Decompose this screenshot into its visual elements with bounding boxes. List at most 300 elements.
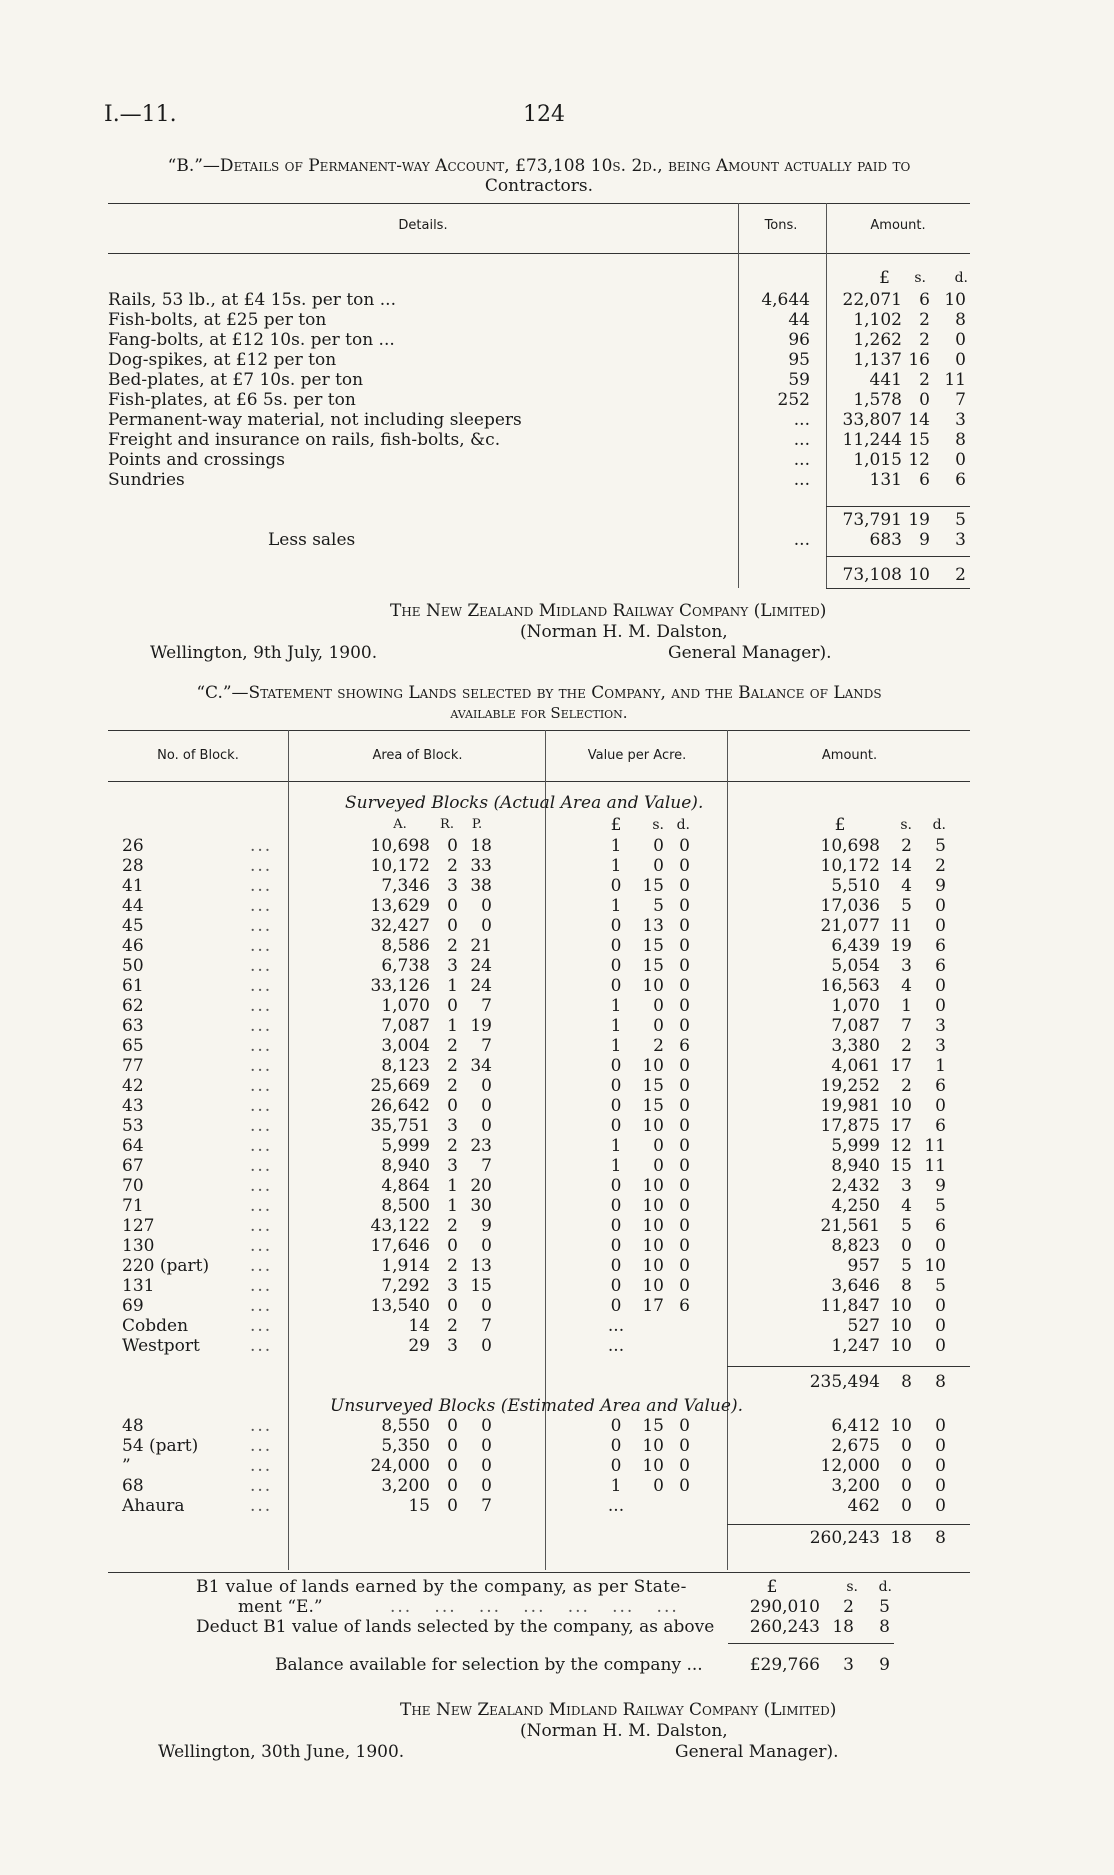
c-surveyed-row-acres: 35,751	[370, 1116, 430, 1136]
b-less-sales-pence: 3	[955, 530, 966, 550]
c-surveyed-row-roods: 1	[447, 1176, 458, 1196]
c-unsurveyed-row-pence: 0	[935, 1496, 946, 1516]
c-unsurveyed-row-block: 54 (part)	[122, 1436, 199, 1456]
summary-balance-shillings: 3	[843, 1655, 854, 1675]
c-surveyed-row-value-shillings: 10	[642, 1276, 664, 1296]
c-surveyed-row-perches: 21	[470, 936, 492, 956]
b-row-shillings: 2	[919, 310, 930, 330]
b-row-pounds: 11,244	[842, 430, 902, 450]
c-surveyed-row-block: 28	[122, 856, 144, 876]
c-surveyed-row-shillings: 10	[890, 1336, 912, 1356]
c-surveyed-row-value-pence: 0	[679, 1276, 690, 1296]
c-surveyed-row-pence: 11	[924, 1156, 946, 1176]
c-surveyed-row-shillings: 19	[890, 936, 912, 956]
c-surveyed-row-shillings: 0	[901, 1236, 912, 1256]
c-unsurveyed-row-roods: 0	[447, 1416, 458, 1436]
c-surveyed-row-pounds: 6,439	[831, 936, 880, 956]
c-surveyed-row-roods: 1	[447, 1016, 458, 1036]
c-unsurveyed-row-leader: ...	[250, 1476, 273, 1496]
c-surveyed-row-pounds: 4,061	[831, 1056, 880, 1076]
c-surveyed-row-value-shillings: 10	[642, 1236, 664, 1256]
c-unsurveyed-row-block: 68	[122, 1476, 144, 1496]
c-surveyed-row-pence: 0	[935, 1336, 946, 1356]
b-row-pounds: 1,015	[853, 450, 902, 470]
c-surveyed-row-perches: 0	[481, 1096, 492, 1116]
b-row-tons: 252	[777, 390, 810, 410]
c-unsurveyed-row-roods: 0	[447, 1496, 458, 1516]
b-row-pounds: 1,137	[853, 350, 902, 370]
c-surveyed-row-acres: 14	[408, 1316, 430, 1336]
c-surveyed-row-value-pounds: ...	[607, 1336, 625, 1356]
summary-earned-shillings: 2	[843, 1597, 854, 1617]
c-unsurveyed-heading: Unsurveyed Blocks (Estimated Area and Value).	[330, 1396, 743, 1416]
c-surveyed-row-value-shillings: 10	[642, 1256, 664, 1276]
c-surveyed-row-value-pounds: 1	[610, 896, 622, 916]
c-surveyed-row-pence: 10	[924, 1256, 946, 1276]
summary-unit-d: d.	[878, 1579, 892, 1595]
b-less-sales-label: Less sales	[268, 530, 356, 550]
c-unsurveyed-row-value-shillings: 10	[642, 1436, 664, 1456]
c-unsurveyed-row-block: ”	[122, 1456, 131, 1476]
c-unsurveyed-row-perches: 0	[481, 1416, 492, 1436]
c-unsurveyed-row-block: Ahaura	[122, 1496, 185, 1516]
c-surveyed-row-value-pence: 0	[679, 1016, 690, 1036]
c-surveyed-row-perches: 0	[481, 896, 492, 916]
c-surveyed-row-roods: 0	[447, 1096, 458, 1116]
c-surveyed-row-acres: 1,070	[381, 996, 430, 1016]
b-subtotal-rule	[826, 506, 970, 507]
b-row-pence: 0	[955, 350, 966, 370]
b-row-tons: ...	[793, 450, 810, 470]
summary-unit-l: £	[766, 1577, 778, 1597]
statement-c-title-line2: available for Selection.	[450, 704, 628, 722]
c-surveyed-total-rule	[727, 1366, 970, 1367]
b-row-pence: 11	[944, 370, 966, 390]
c-surveyed-row-leader: ...	[250, 1196, 273, 1216]
c-surveyed-row-acres: 8,940	[381, 1156, 430, 1176]
c-surveyed-row-value-pounds: 0	[610, 1256, 622, 1276]
c-surveyed-row-shillings: 17	[890, 1056, 912, 1076]
c-surveyed-row-block: Westport	[122, 1336, 200, 1356]
c-surveyed-row-value-pence: 0	[679, 896, 690, 916]
c-table-header-rule	[108, 781, 970, 782]
c-surveyed-row-leader: ...	[250, 1076, 273, 1096]
c-surveyed-row-roods: 1	[447, 1196, 458, 1216]
b-row-tons: 59	[788, 370, 810, 390]
c-surveyed-row-acres: 7,292	[381, 1276, 430, 1296]
c-unsurveyed-row-pence: 0	[935, 1476, 946, 1496]
c-surveyed-row-roods: 2	[447, 1076, 458, 1096]
c-surveyed-row-value-shillings: 10	[642, 1196, 664, 1216]
c-unsurveyed-row-value-pence	[668, 1496, 690, 1516]
c-unsurveyed-row-value-shillings: 15	[642, 1416, 664, 1436]
c-unsurveyed-row-leader: ...	[250, 1436, 273, 1456]
b-sign-name: (Norman H. M. Dalston,	[520, 622, 728, 642]
c-surveyed-row-block: 67	[122, 1156, 144, 1176]
c-surveyed-row-perches: 7	[481, 1316, 492, 1336]
b-row-shillings: 6	[919, 470, 930, 490]
c-surveyed-row-perches: 0	[481, 1296, 492, 1316]
c-surveyed-row-value-shillings: 10	[642, 1056, 664, 1076]
c-surveyed-row-value-pence: 0	[679, 876, 690, 896]
statement-b-title-line1: “B.”—Details of Permanent-way Account, £73,108 10s. 2d., being Amount actually paid to	[167, 156, 911, 176]
b-total-rule	[826, 556, 970, 557]
c-surveyed-row-acres: 1,914	[381, 1256, 430, 1276]
b-subtotal-shillings: 19	[908, 510, 930, 530]
b-row-tons: 96	[788, 330, 810, 350]
c-surveyed-row-block: 127	[122, 1216, 155, 1236]
c-surveyed-row-leader: ...	[250, 1236, 273, 1256]
c-surveyed-row-value-shillings: 0	[653, 996, 664, 1016]
summary-earned-pounds: 290,010	[749, 1597, 820, 1617]
b-row-shillings: 16	[908, 350, 930, 370]
c-surveyed-heading: Surveyed Blocks (Actual Area and Value).	[345, 793, 704, 813]
c-surveyed-row-acres: 43,122	[370, 1216, 430, 1236]
b-row-desc: Dog-spikes, at £12 per ton	[108, 350, 337, 370]
b-col-amount: Amount.	[870, 218, 926, 233]
c-unsurveyed-row-block: 48	[122, 1416, 144, 1436]
c-surveyed-row-value-pounds: 0	[610, 1116, 622, 1136]
c-surveyed-row-pence: 9	[935, 1176, 946, 1196]
c-unsurveyed-row-shillings: 10	[890, 1416, 912, 1436]
c-unsurveyed-row-acres: 15	[408, 1496, 430, 1516]
c-surveyed-row-leader: ...	[250, 1116, 273, 1136]
b-row-shillings: 0	[919, 390, 930, 410]
c-surveyed-row-pounds: 19,252	[820, 1076, 880, 1096]
c-surveyed-row-block: 41	[122, 876, 144, 896]
c-col-amount: Amount.	[821, 748, 878, 763]
c-surveyed-row-pounds: 3,646	[831, 1276, 880, 1296]
c-unsurveyed-row-value-shillings: 0	[653, 1476, 664, 1496]
c-unsurveyed-row-pounds: 6,412	[831, 1416, 880, 1436]
c-unsurveyed-row-roods: 0	[447, 1436, 458, 1456]
c-surveyed-row-pence: 3	[935, 1016, 946, 1036]
c-unsurveyed-row-perches: 0	[481, 1476, 492, 1496]
c-surveyed-row-pounds: 2,432	[831, 1176, 880, 1196]
statement-c-title	[104, 683, 974, 723]
c-surveyed-row-roods: 2	[447, 1056, 458, 1076]
c-surveyed-row-value-pence	[668, 1336, 690, 1356]
c-grand-total-rule	[727, 1524, 970, 1525]
b-row-shillings: 2	[919, 330, 930, 350]
c-surveyed-row-roods: 3	[447, 1336, 458, 1356]
b-row-pence: 6	[955, 470, 966, 490]
c-unsurveyed-row-pence: 0	[935, 1456, 946, 1476]
c-unsurveyed-row-acres: 3,200	[381, 1476, 430, 1496]
c-surveyed-row-value-pounds: 0	[610, 976, 622, 996]
c-surveyed-row-pounds: 7,087	[831, 1016, 880, 1036]
c-surveyed-row-pounds: 4,250	[831, 1196, 880, 1216]
c-unit-l: £	[834, 815, 846, 835]
c-surveyed-row-leader: ...	[250, 1216, 273, 1236]
b-row-shillings: 2	[919, 370, 930, 390]
c-surveyed-row-pounds: 10,172	[820, 856, 880, 876]
b-sign-company: The New Zealand Midland Railway Company (Limited)	[390, 601, 827, 621]
c-surveyed-row-block: 44	[122, 896, 144, 916]
c-surveyed-row-leader: ...	[250, 876, 273, 896]
c-surveyed-row-roods: 2	[447, 1136, 458, 1156]
c-unsurveyed-row-shillings: 0	[901, 1496, 912, 1516]
c-surveyed-row-acres: 13,540	[370, 1296, 430, 1316]
c-col-area: Area of Block.	[372, 748, 463, 763]
c-surveyed-row-block: 69	[122, 1296, 144, 1316]
c-surveyed-row-roods: 0	[447, 836, 458, 856]
summary-deduct-pounds: 260,243	[749, 1617, 820, 1637]
c-surveyed-row-perches: 9	[481, 1216, 492, 1236]
summary-earned-line1: B1 value of lands earned by the company, as per State-	[196, 1577, 687, 1597]
c-surveyed-row-value-pounds: 1	[610, 1136, 622, 1156]
c-surveyed-row-pounds: 5,999	[831, 1136, 880, 1156]
c-sign-company: The New Zealand Midland Railway Company (Limited)	[400, 1700, 837, 1720]
c-surveyed-row-value-shillings: 0	[653, 836, 664, 856]
c-unsurveyed-row-shillings: 0	[901, 1436, 912, 1456]
c-unsurveyed-row-leader: ...	[250, 1496, 273, 1516]
c-surveyed-row-roods: 3	[447, 876, 458, 896]
c-surveyed-row-pence: 11	[924, 1136, 946, 1156]
c-surveyed-row-value-pence	[668, 1316, 690, 1336]
summary-earned-pence: 5	[879, 1597, 890, 1617]
c-surveyed-row-acres: 17,646	[370, 1236, 430, 1256]
c-surveyed-row-value-shillings: 0	[653, 1016, 664, 1036]
c-surveyed-row-block: 130	[122, 1236, 155, 1256]
statement-c-title-line1: “C.”—Statement showing Lands selected by the Company, and the Balance of Lands	[196, 683, 882, 703]
c-surveyed-row-acres: 4,864	[381, 1176, 430, 1196]
c-surveyed-row-value-shillings: 15	[642, 1076, 664, 1096]
c-surveyed-row-roods: 3	[447, 1276, 458, 1296]
c-surveyed-row-pence: 0	[935, 916, 946, 936]
c-surveyed-row-value-pounds: 0	[610, 1076, 622, 1096]
c-surveyed-row-shillings: 2	[901, 836, 912, 856]
b-table-top-rule	[108, 203, 970, 204]
b-row-pounds: 131	[869, 470, 902, 490]
c-divider-2	[545, 730, 546, 1570]
c-surveyed-row-value-pence: 0	[679, 956, 690, 976]
b-row-desc: Fang-bolts, at £12 10s. per ton ...	[108, 330, 395, 350]
c-surveyed-row-roods: 2	[447, 856, 458, 876]
c-surveyed-row-value-pounds: 1	[610, 856, 622, 876]
c-surveyed-row-value-shillings: 10	[642, 1216, 664, 1236]
c-surveyed-row-pence: 0	[935, 1096, 946, 1116]
c-surveyed-row-value-pence: 0	[679, 1076, 690, 1096]
c-surveyed-row-pence: 6	[935, 1116, 946, 1136]
c-surveyed-row-value-pence: 0	[679, 1056, 690, 1076]
c-sign-place: Wellington, 30th June, 1900.	[158, 1742, 405, 1762]
c-surveyed-row-pounds: 11,847	[820, 1296, 880, 1316]
c-surveyed-row-value-pounds: 0	[610, 876, 622, 896]
b-subtotal-pence: 5	[955, 510, 966, 530]
c-unsurveyed-row-value-pence: 0	[679, 1416, 690, 1436]
c-surveyed-row-shillings: 8	[901, 1276, 912, 1296]
c-surveyed-row-value-shillings: 10	[642, 1116, 664, 1136]
c-surveyed-row-value-pence: 0	[679, 856, 690, 876]
c-surveyed-row-perches: 7	[481, 996, 492, 1016]
c-unsurveyed-row-perches: 0	[481, 1436, 492, 1456]
c-surveyed-row-pounds: 8,940	[831, 1156, 880, 1176]
c-surveyed-row-acres: 13,629	[370, 896, 430, 916]
c-surveyed-row-roods: 0	[447, 996, 458, 1016]
c-surveyed-row-acres: 10,172	[370, 856, 430, 876]
c-surveyed-row-perches: 15	[470, 1276, 492, 1296]
c-surveyed-row-value-pence: 0	[679, 1156, 690, 1176]
b-total-shillings: 10	[908, 565, 930, 585]
c-surveyed-row-value-pence: 0	[679, 1256, 690, 1276]
c-surveyed-row-value-pence: 0	[679, 976, 690, 996]
c-sign-role: General Manager).	[675, 1742, 839, 1762]
c-grand-total-shillings: 18	[890, 1528, 912, 1548]
c-surveyed-row-shillings: 10	[890, 1096, 912, 1116]
b-row-desc: Bed-plates, at £7 10s. per ton	[108, 370, 364, 390]
c-surveyed-row-pounds: 17,036	[820, 896, 880, 916]
c-surveyed-row-value-pounds: ...	[607, 1316, 625, 1336]
b-table-bottom-rule	[826, 588, 970, 589]
c-divider-3	[727, 730, 728, 1570]
summary-deduct-shillings: 18	[832, 1617, 854, 1637]
c-surveyed-row-leader: ...	[250, 1176, 273, 1196]
c-surveyed-row-roods: 2	[447, 1316, 458, 1336]
c-surveyed-row-leader: ...	[250, 896, 273, 916]
c-surveyed-row-pence: 3	[935, 1036, 946, 1056]
b-subtotal-pounds: 73,791	[842, 510, 902, 530]
b-row-desc: Permanent-way material, not including sleepers	[108, 410, 522, 430]
b-row-pence: 8	[955, 310, 966, 330]
c-surveyed-row-shillings: 5	[901, 896, 912, 916]
c-surveyed-row-block: 26	[122, 836, 144, 856]
b-row-pence: 8	[955, 430, 966, 450]
c-surveyed-row-perches: 0	[481, 1236, 492, 1256]
c-surveyed-row-leader: ...	[250, 1296, 273, 1316]
c-surveyed-row-leader: ...	[250, 976, 273, 996]
b-row-tons: ...	[793, 430, 810, 450]
b-row-pounds: 441	[869, 370, 902, 390]
c-unsurveyed-row-roods: 0	[447, 1456, 458, 1476]
summary-balance-rule	[728, 1643, 894, 1644]
c-unit-vd: d.	[676, 817, 690, 833]
c-surveyed-row-perches: 7	[481, 1036, 492, 1056]
c-surveyed-row-value-shillings: 2	[653, 1036, 664, 1056]
c-surveyed-row-block: 53	[122, 1116, 144, 1136]
c-surveyed-row-pounds: 17,875	[820, 1116, 880, 1136]
c-surveyed-row-value-pence: 0	[679, 1096, 690, 1116]
c-surveyed-row-value-pounds: 0	[610, 1096, 622, 1116]
c-unsurveyed-row-roods: 0	[447, 1476, 458, 1496]
b-sign-role: General Manager).	[668, 643, 832, 663]
c-surveyed-row-value-pounds: 0	[610, 1196, 622, 1216]
c-surveyed-row-value-shillings: 10	[642, 1176, 664, 1196]
b-total-pence: 2	[955, 565, 966, 585]
c-surveyed-row-roods: 2	[447, 936, 458, 956]
c-surveyed-row-acres: 10,698	[370, 836, 430, 856]
c-surveyed-row-value-pence: 6	[679, 1036, 690, 1056]
c-surveyed-total-pounds: 235,494	[809, 1372, 880, 1392]
c-surveyed-row-pence: 5	[935, 836, 946, 856]
statement-b-title	[104, 156, 974, 196]
c-surveyed-row-value-pounds: 0	[610, 1176, 622, 1196]
statement-b-title-line2: Contractors.	[484, 176, 594, 196]
c-surveyed-row-shillings: 15	[890, 1156, 912, 1176]
c-surveyed-row-acres: 29	[408, 1336, 430, 1356]
b-sign-place: Wellington, 9th July, 1900.	[150, 643, 378, 663]
c-surveyed-row-value-pence: 6	[679, 1296, 690, 1316]
c-surveyed-row-perches: 19	[470, 1016, 492, 1036]
c-surveyed-row-pounds: 21,077	[820, 916, 880, 936]
c-surveyed-row-block: Cobden	[122, 1316, 189, 1336]
c-surveyed-row-pence: 0	[935, 1296, 946, 1316]
c-surveyed-row-shillings: 3	[901, 1176, 912, 1196]
b-row-tons: ...	[793, 470, 810, 490]
summary-deduct-pence: 8	[879, 1617, 890, 1637]
summary-deduct-label: Deduct B1 value of lands selected by the company, as above	[196, 1617, 715, 1637]
c-surveyed-row-leader: ...	[250, 956, 273, 976]
c-surveyed-row-roods: 0	[447, 916, 458, 936]
c-surveyed-row-value-pounds: 0	[610, 1276, 622, 1296]
c-surveyed-row-value-shillings: 17	[642, 1296, 664, 1316]
c-surveyed-row-pence: 6	[935, 1076, 946, 1096]
c-table-top-rule	[108, 730, 970, 731]
b-row-tons: ...	[793, 410, 810, 430]
c-unsurveyed-row-leader: ...	[250, 1416, 273, 1436]
c-unit-d: d.	[932, 817, 946, 833]
c-surveyed-row-leader: ...	[250, 1276, 273, 1296]
c-surveyed-row-acres: 25,669	[370, 1076, 430, 1096]
c-surveyed-row-value-pence: 0	[679, 916, 690, 936]
c-surveyed-row-acres: 26,642	[370, 1096, 430, 1116]
c-surveyed-row-value-pounds: 1	[610, 1156, 622, 1176]
c-surveyed-row-pounds: 1,247	[831, 1336, 880, 1356]
b-row-shillings: 14	[908, 410, 930, 430]
c-unsurveyed-row-value-pence: 0	[679, 1436, 690, 1456]
b-row-shillings: 15	[908, 430, 930, 450]
c-unsurveyed-row-leader: ...	[250, 1456, 273, 1476]
c-unsurveyed-row-pence: 0	[935, 1436, 946, 1456]
c-surveyed-row-perches: 23	[470, 1136, 492, 1156]
summary-balance-pence: 9	[879, 1655, 890, 1675]
c-sign-name: (Norman H. M. Dalston,	[520, 1721, 728, 1741]
c-surveyed-row-roods: 2	[447, 1216, 458, 1236]
c-surveyed-row-roods: 2	[447, 1256, 458, 1276]
b-row-pence: 3	[955, 410, 966, 430]
c-surveyed-row-shillings: 4	[901, 976, 912, 996]
b-row-tons: 4,644	[761, 290, 810, 310]
c-surveyed-row-pence: 0	[935, 1236, 946, 1256]
c-surveyed-row-leader: ...	[250, 1336, 273, 1356]
c-surveyed-row-pounds: 1,070	[831, 996, 880, 1016]
c-surveyed-row-value-pounds: 0	[610, 936, 622, 956]
c-surveyed-row-pounds: 10,698	[820, 836, 880, 856]
c-surveyed-row-leader: ...	[250, 836, 273, 856]
c-surveyed-row-value-pence: 0	[679, 1216, 690, 1236]
b-row-desc: Sundries	[108, 470, 185, 490]
c-surveyed-row-value-shillings: 0	[653, 1156, 664, 1176]
c-surveyed-row-block: 46	[122, 936, 144, 956]
b-row-shillings: 6	[919, 290, 930, 310]
c-unsurveyed-row-shillings: 0	[901, 1476, 912, 1496]
c-unsurveyed-row-pounds: 12,000	[820, 1456, 880, 1476]
c-surveyed-row-acres: 8,500	[381, 1196, 430, 1216]
c-surveyed-row-leader: ...	[250, 1056, 273, 1076]
c-unsurveyed-row-value-shillings	[638, 1496, 664, 1516]
c-surveyed-row-perches: 0	[481, 1076, 492, 1096]
b-less-sales-shillings: 9	[919, 530, 930, 550]
c-surveyed-row-value-pounds: 0	[610, 1056, 622, 1076]
b-row-desc: Fish-plates, at £6 5s. per ton	[108, 390, 356, 410]
b-row-desc: Fish-bolts, at £25 per ton	[108, 310, 327, 330]
b-row-shillings: 12	[908, 450, 930, 470]
c-surveyed-row-block: 45	[122, 916, 144, 936]
c-unsurveyed-row-perches: 0	[481, 1456, 492, 1476]
c-surveyed-row-shillings: 4	[901, 1196, 912, 1216]
c-surveyed-row-roods: 0	[447, 896, 458, 916]
summary-earned-leader: ... ... ... ... ... ... ...	[390, 1597, 679, 1617]
